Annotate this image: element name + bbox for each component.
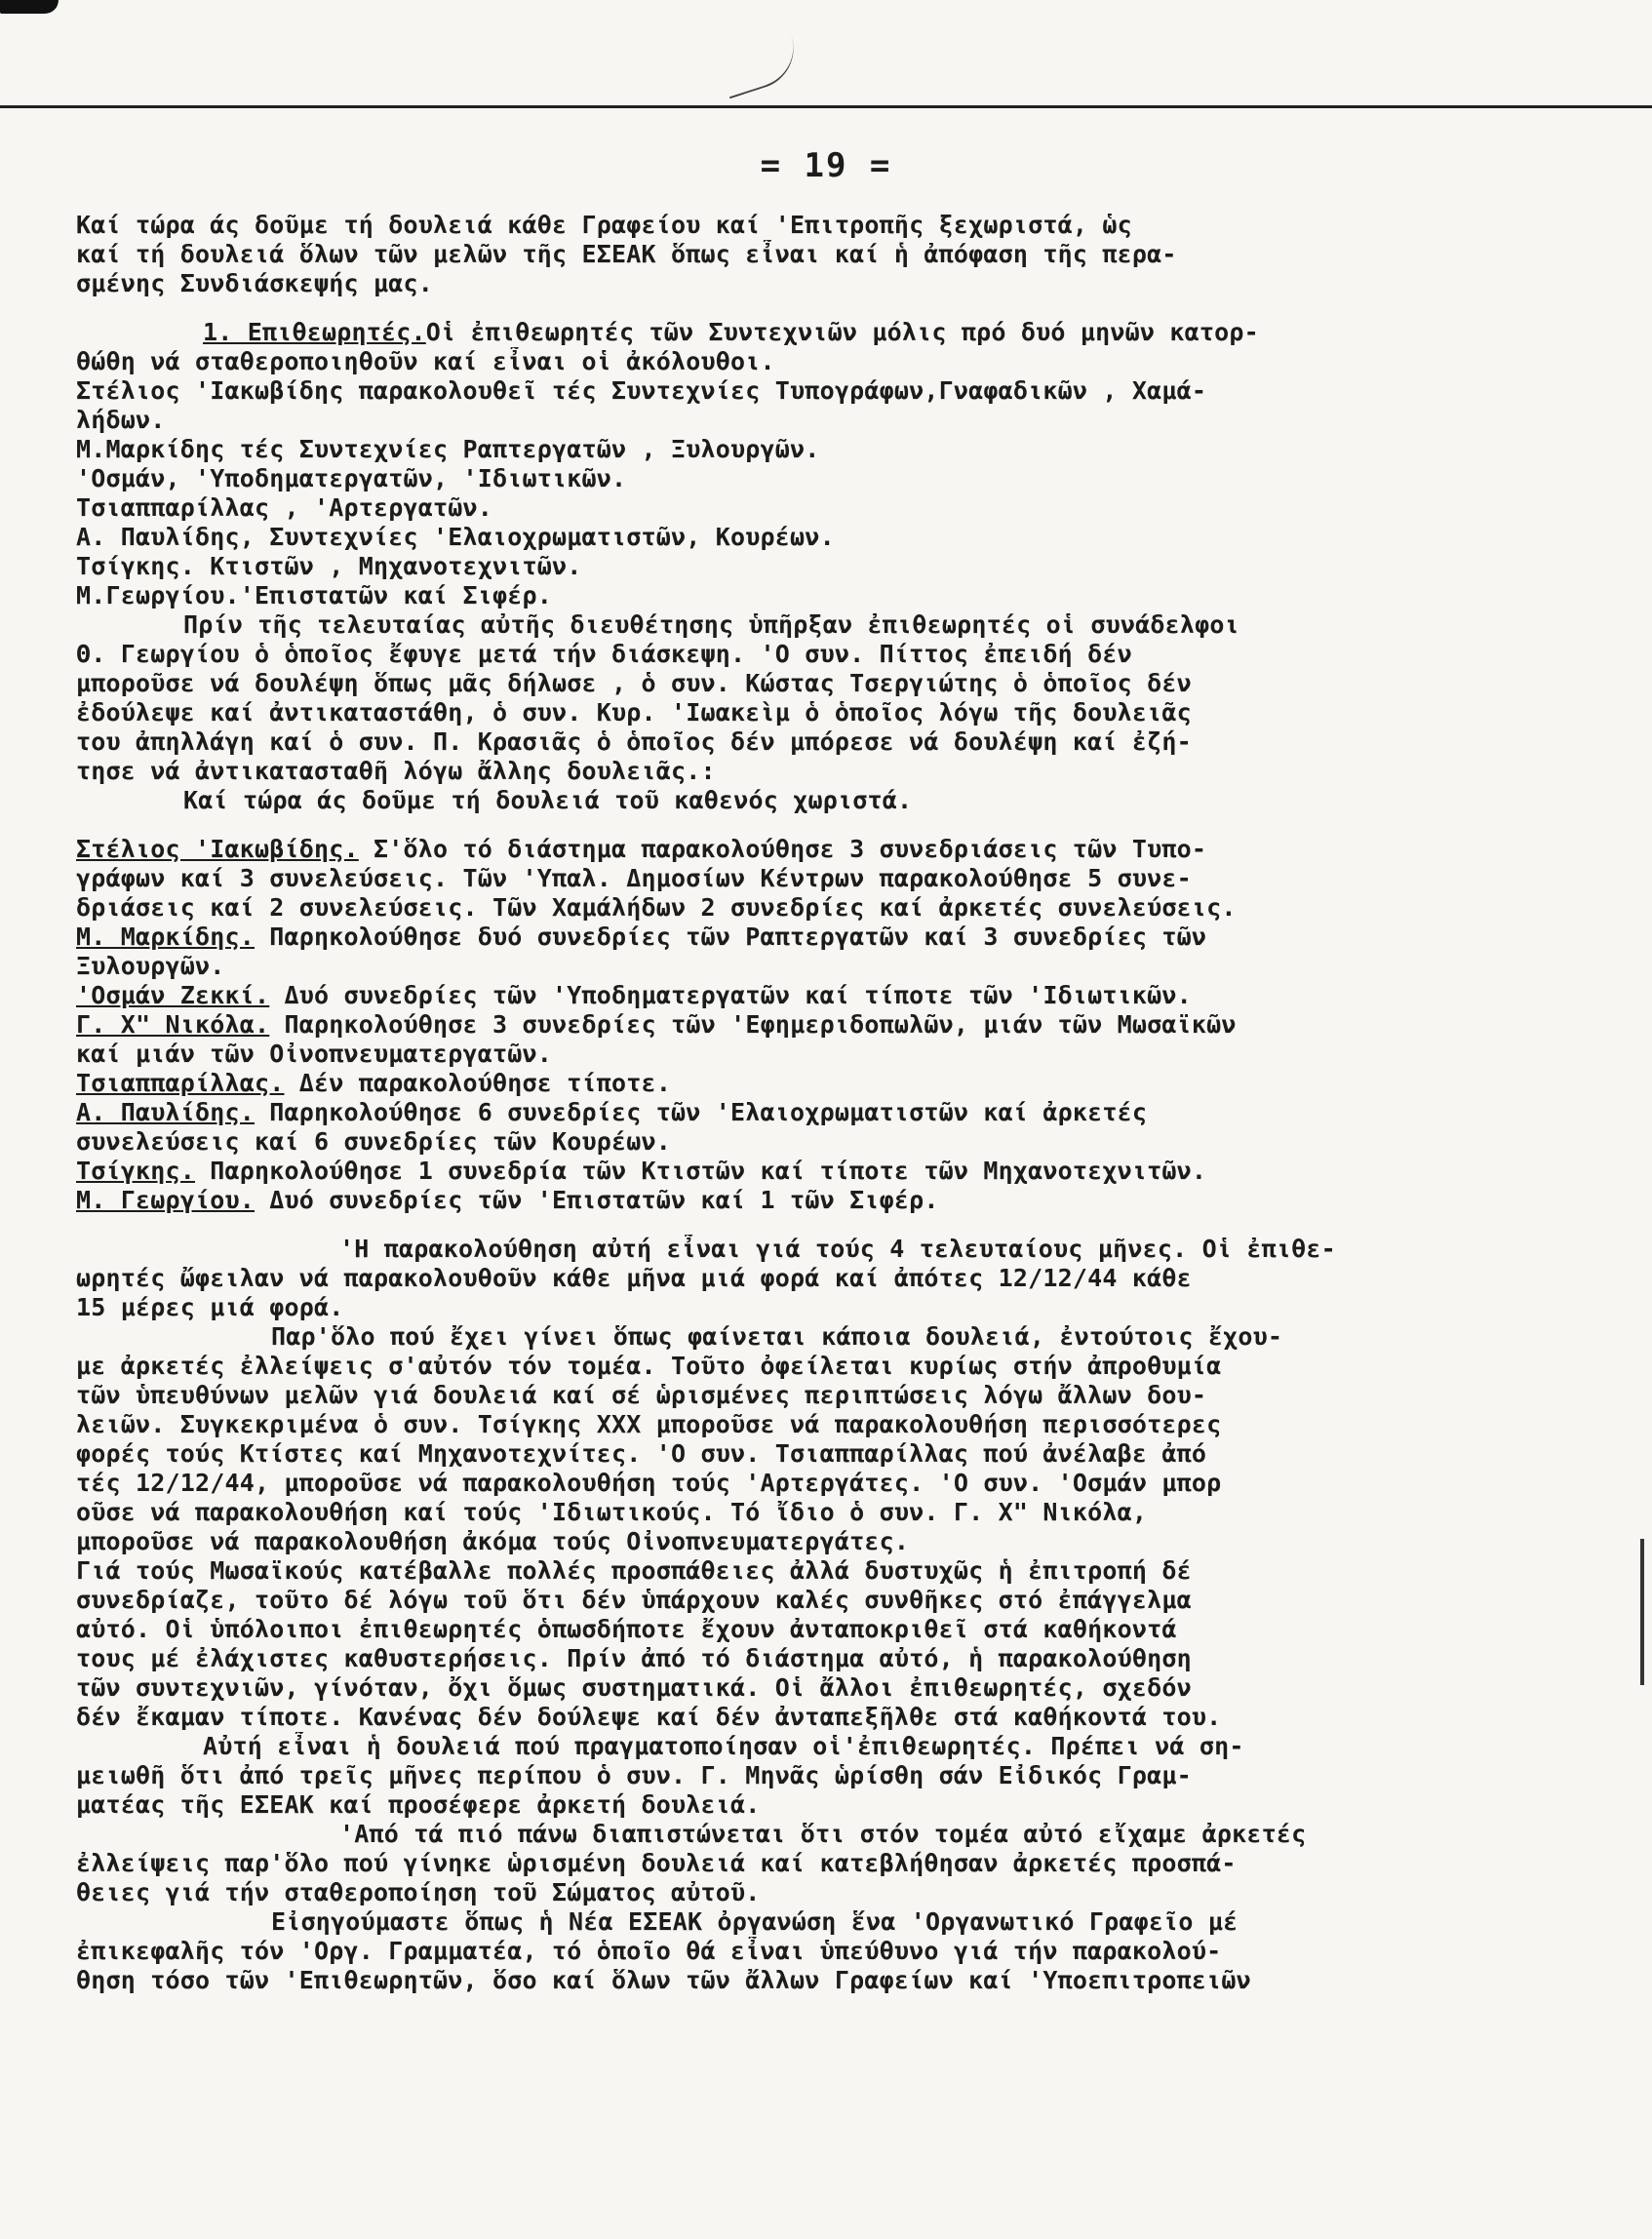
paragraph-line: τησε νά ἀντικατασταθῆ λόγω ἄλλης δουλειᾶς.: (76, 757, 716, 785)
report-text: καί μιάν τῶν Οἰνοπνευματεργατῶν. (76, 1040, 553, 1068)
ink-blot (0, 0, 59, 14)
section-1-line: Α. Παυλίδης, Συντεχνίες 'Ελαιοχρωματιστῶν, Κουρέων. (76, 523, 835, 551)
report-line (76, 923, 1636, 952)
pen-mark (717, 36, 804, 99)
report-name: Τσίγκης. (76, 1157, 196, 1185)
intro-line: Καί τώρα άς δοῦμε τή δουλειά κάθε Γραφείου καί 'Επιτροπῆς ξεχωριστά, ὡς (76, 211, 1132, 239)
report-text: γράφων καί 3 συνελεύσεις. Τῶν 'Υπαλ. Δημοσίων Κέντρων παρακολούθησε 5 συνε- (76, 864, 1192, 892)
section-1-line: Στέλιος 'Ιακωβίδης παρακολουθεῖ τές Συντεχνίες Τυπογράφων,Γναφαδικῶν , Χαμά- (76, 376, 1207, 405)
paragraph-line: Πρίν τῆς τελευταίας αὐτῆς διευθέτησης ὑπῆρξαν ἐπιθεωρητές οἱ συνάδελφοι (183, 610, 1239, 639)
report-name: 'Οσμάν Ζεκκί. (76, 981, 270, 1009)
report-line (76, 1127, 1636, 1157)
report-name: Μ. Γεωργίου. (76, 1186, 256, 1214)
section-1-line: 'Οσμάν, 'Υποδηματεργατῶν, 'Ιδιωτικῶν. (76, 464, 627, 492)
paragraph-line: τές 12/12/44, μποροῦσε νά παρακολουθήση τούς 'Αρτεργάτες. 'Ο συν. 'Οσμάν μπορ (76, 1469, 1222, 1497)
paragraph-line: τῶν συντεχνιῶν, γίνόταν, ὄχι ὅμως συστηματικά. Οἱ ἄλλοι ἐπιθεωρητές, σχεδόν (76, 1673, 1192, 1702)
paragraph-line: μποροῦσε νά δουλέψη ὅπως μᾶς δήλωσε , ὁ συν. Κώστας Τσεργιώτης ὁ ὁποῖος δέν (76, 669, 1192, 697)
section-1-first-line (76, 318, 1636, 347)
paragraph-line: τῶν ὑπευθύνων μελῶν γιά δουλειά καί σέ ὡρισμένες περιπτώσεις λόγω ἄλλων δου- (76, 1381, 1207, 1409)
page-number: = 19 = (760, 146, 892, 185)
document-body (76, 211, 1636, 1995)
paragraph-line: του ἀπηλλάγη καί ὁ συν. Π. Κρασιᾶς ὁ ὁποῖος δέν μπόρεσε νά δουλέψη καί ἐζή- (76, 727, 1192, 756)
section-1-text: Οἱ ἐπιθεωρητές τῶν Συντεχνιῶν μόλις πρό δυό μηνῶν κατορ- (425, 318, 1259, 346)
intro-line: καί τή δουλειά ὅλων τῶν μελῶν τῆς ΕΣΕΑΚ ὅπως εἶναι καί ἡ ἀπόφαση τῆς περα- (76, 240, 1177, 268)
report-line (76, 1157, 1636, 1186)
report-line (76, 1069, 1636, 1098)
paragraph-line: με ἀρκετές ἐλλείψεις σ'αὐτόν τόν τομέα. Τοῦτο ὀφείλεται κυρίως στήν ἀπροθυμία (76, 1352, 1222, 1380)
paragraph-line: θηση τόσο τῶν 'Επιθεωρητῶν, ὅσο καί ὅλων τῶν ἄλλων Γραφείων καί 'Υποεπιτροπειῶν (76, 1966, 1251, 1994)
paragraph-line: δέν ἔκαμαν τίποτε. Κανένας δέν δούλεψε καί δέν ἀνταπεξῆλθε στά καθήκοντά του. (76, 1703, 1222, 1731)
section-1-line: Μ.Μαρκίδης τές Συντεχνίες Ραπτεργατῶν , Ξυλουργῶν. (76, 435, 820, 463)
report-name: Στέλιος 'Ιακωβίδης. (76, 835, 359, 863)
margin-mark (1640, 1539, 1644, 1685)
paragraph-line: αὐτό. Οἱ ὑπόλοιποι ἐπιθεωρητές ὁπωσδήποτε ἔχουν ἀνταποκριθεῖ στά καθήκοντά (76, 1615, 1177, 1643)
report-text: Ξυλουργῶν. (76, 952, 225, 980)
paragraph-line: συνεδρίαζε, τοῦτο δέ λόγω τοῦ ὅτι δέν ὑπάρχουν καλές συνθῆκες στό ἐπάγγελμα (76, 1586, 1192, 1614)
report-text: συνελεύσεις καί 6 συνεδρίες τῶν Κουρέων. (76, 1127, 672, 1156)
report-text: Παρηκολούθησε 3 συνεδρίες τῶν 'Εφημεριδοπωλῶν, μιάν τῶν Μωσαϊκῶν (269, 1010, 1237, 1039)
report-name: Γ. Χ" Νικόλα. (76, 1010, 270, 1039)
report-line (76, 952, 1636, 981)
report-text: Παρηκολούθησε δυό συνεδρίες τῶν Ραπτεργατῶν καί 3 συνεδρίες τῶν (255, 923, 1207, 951)
paragraph-line: 15 μέρες μιά φορά. (76, 1293, 344, 1321)
paragraph-line: τους μέ ἐλάχιστες καθυστερήσεις. Πρίν ἀπό τό διάστημα αὐτό, ἡ παρακολούθηση (76, 1644, 1192, 1672)
paragraph-line: Γιά τούς Μωσαϊκούς κατέβαλλε πολλές προσπάθειες ἀλλά δυστυχῶς ἡ ἐπιτροπή δέ (76, 1556, 1192, 1585)
paragraph-line: μποροῦσε νά παρακολουθήση ἀκόμα τούς Οἰνοπνευματεργάτες. (76, 1527, 910, 1555)
paragraph-line: ἐλλείψεις παρ'ὅλο πού γίνηκε ὡρισμένη δουλειά καί κατεβλήθησαν ἀρκετές προσπά- (76, 1849, 1237, 1877)
paragraph-line: ωρητές ὤφειλαν νά παρακολουθοῦν κάθε μῆνα μιά φορά καί ἀπότες 12/12/44 κάθε (76, 1264, 1192, 1292)
paragraph-line: φορές τούς Κτίστες καί Μηχανοτεχνίτες. 'Ο συν. Τσιαππαρίλλας πού ἀνέλαβε ἀπό (76, 1439, 1207, 1468)
paragraph-line: Αὐτή εἶναι ἡ δουλειά πού πραγματοποίησαν οἱ'ἐπιθεωρητές. Πρέπει νά ση- (203, 1732, 1244, 1760)
report-line (76, 864, 1636, 893)
report-line (76, 1010, 1636, 1040)
paragraph-line: 'Από τά πιό πάνω διαπιστώνεται ὅτι στόν τομέα αὐτό εἴχαμε ἀρκετές (339, 1820, 1307, 1848)
section-1-heading: 1. Επιθεωρητές. (203, 318, 426, 346)
report-text: Δυό συνεδρίες τῶν 'Επιστατῶν καί 1 τῶν Σιφέρ. (255, 1186, 939, 1214)
paragraph-line: 'Η παρακολούθηση αὐτή εἶναι γιά τούς 4 τελευταίους μῆνες. Οἱ ἐπιθε- (339, 1235, 1336, 1263)
report-line (76, 1040, 1636, 1069)
report-text: Δέν παρακολούθησε τίποτε. (284, 1069, 672, 1097)
paragraph-line: ματέας τῆς ΕΣΕΑΚ καί προσέφερε ἀρκετή δουλειά. (76, 1790, 761, 1819)
paragraph-line: Εἰσηγούμαστε ὅπως ἡ Νέα ΕΣΕΑΚ ὀργανώση ἕνα 'Οργανωτικό Γραφεῖο μέ (271, 1907, 1239, 1936)
report-name: Μ. Μαρκίδης. (76, 923, 256, 951)
report-line (76, 893, 1636, 923)
paragraph-line: Θ. Γεωργίου ὁ ὁποῖος ἔφυγε μετά τήν διάσκεψη. 'Ο συν. Πίττος ἐπειδή δέν (76, 640, 1132, 668)
intro-line: σμένης Συνδιάσκεψής μας. (76, 269, 434, 297)
paragraph-line: ἐδούλεψε καί ἀντικαταστάθη, ὁ συν. Κυρ. 'Ιωακεὶμ ὁ ὁποῖος λόγω τῆς δουλειᾶς (76, 698, 1192, 727)
each-intro-line: Καί τώρα άς δοῦμε τή δουλειά τοῦ καθενός χωριστά. (183, 786, 913, 814)
section-1-line: Τσιαππαρίλλας , 'Αρτεργατῶν. (76, 493, 493, 522)
report-text: δριάσεις καί 2 συνελεύσεις. Τῶν Χαμάλήδων 2 συνεδρίες καί ἀρκετές συνελεύσεις. (76, 893, 1237, 922)
report-name: Α. Παυλίδης. (76, 1098, 256, 1126)
report-text: Σ'ὅλο τό διάστημα παρακολούθησε 3 συνεδριάσεις τῶν Τυπο- (358, 835, 1207, 863)
section-1-line: Μ.Γεωργίου.'Επιστατῶν καί Σιφέρ. (76, 581, 553, 609)
section-1-line: λήδων. (76, 406, 166, 434)
report-text: Παρηκολούθησε 1 συνεδρία τῶν Κτιστῶν καί τίποτε τῶν Μηχανοτεχνιτῶν. (195, 1157, 1207, 1185)
report-text: Παρηκολούθησε 6 συνεδρίες τῶν 'Ελαιοχρωματιστῶν καί ἀρκετές (255, 1098, 1148, 1126)
report-name: Τσιαππαρίλλας. (76, 1069, 285, 1097)
top-rule (0, 105, 1652, 108)
paragraph-line: μειωθῆ ὅτι ἀπό τρεῖς μῆνες περίπου ὁ συν. Γ. Μηνᾶς ὡρίσθη σάν Εἰδικός Γραμ- (76, 1761, 1192, 1789)
report-line (76, 981, 1636, 1010)
report-line (76, 1186, 1636, 1215)
section-1-line: Τσίγκης. Κτιστῶν , Μηχανοτεχνιτῶν. (76, 552, 582, 580)
section-1-line: θώθη νά σταθεροποιηθοῦν καί εἶναι οἱ ἀκόλουθοι. (76, 347, 775, 375)
paragraph-line: Παρ'ὅλο πού ἔχει γίνει ὅπως φαίνεται κάποια δουλειά, ἐντούτοις ἔχου- (271, 1322, 1283, 1351)
report-text: Δυό συνεδρίες τῶν 'Υποδηματεργατῶν καί τίποτε τῶν 'Ιδιωτικῶν. (269, 981, 1192, 1009)
paragraph-line: λειῶν. Συγκεκριμένα ὁ συν. Τσίγκης ΧΧΧ μποροῦσε νά παρακολουθήση περισσότερες (76, 1410, 1222, 1438)
report-line (76, 1098, 1636, 1127)
paragraph-line: ἐπικεφαλῆς τόν 'Οργ. Γραμματέα, τό ὁποῖο θά εἶναι ὑπεύθυνο γιά τήν παρακολού- (76, 1937, 1222, 1965)
paragraph-line: οῦσε νά παρακολουθήση καί τούς 'Ιδιωτικούς. Τό ἴδιο ὁ συν. Γ. Χ" Νικόλα, (76, 1498, 1148, 1526)
paragraph-line: θειες γιά τήν σταθεροποίηση τοῦ Σώματος αὐτοῦ. (76, 1878, 761, 1906)
report-line (76, 835, 1636, 864)
